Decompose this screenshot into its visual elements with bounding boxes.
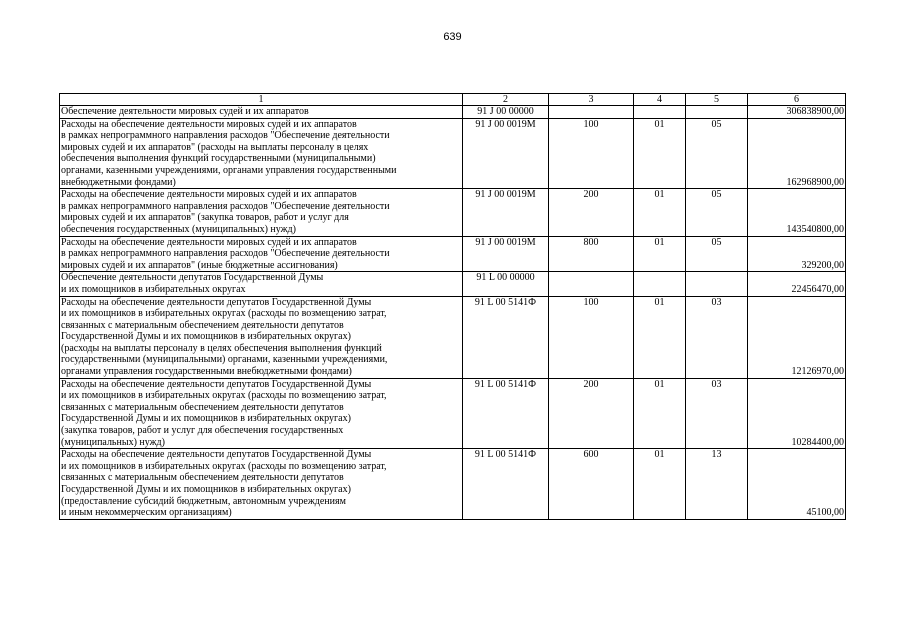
expense-description — [60, 296, 463, 378]
section-code: 01 — [634, 378, 686, 449]
expense-type-code: 100 — [549, 118, 634, 189]
expense-description — [60, 378, 463, 449]
description-line: мировых судей и их аппаратов" (иные бюджетные ассигнования) — [61, 259, 338, 271]
description-line: Обеспечение деятельности мировых судей и их аппаратов — [61, 106, 309, 117]
subsection-code: 05 — [686, 236, 748, 272]
description-line: и иным некоммерческим организациям) — [61, 507, 232, 519]
amount-value: 45100,00 — [748, 449, 846, 520]
target-article-code: 91 L 00 5141Ф — [463, 449, 549, 520]
description-line: мировых судей и их аппаратов" (расходы на выплаты персоналу в целях — [61, 141, 369, 153]
amount-value: 22456470,00 — [748, 272, 846, 296]
expense-description — [60, 272, 463, 296]
expense-type-code — [549, 106, 634, 119]
description-line: Расходы на обеспечение деятельности мировых судей и их аппаратов — [61, 189, 357, 201]
expense-description — [60, 189, 463, 236]
description-line: в рамках непрограммного направления расходов "Обеспечение деятельности — [61, 248, 390, 260]
description-line: органами управления государственными внебюджетными фондами) — [61, 366, 352, 378]
target-article-code: 91 L 00 5141Ф — [463, 378, 549, 449]
column-header: 3 — [549, 94, 634, 106]
expense-description — [60, 449, 463, 520]
table-row — [60, 106, 846, 119]
description-line: Расходы на обеспечение деятельности депутатов Государственной Думы — [61, 449, 372, 461]
description-line: Государственной Думы и их помощников в избирательных округах) — [61, 413, 351, 425]
subsection-code: 03 — [686, 296, 748, 378]
table-row — [60, 449, 846, 520]
section-code — [634, 272, 686, 296]
expense-type-code: 800 — [549, 236, 634, 272]
column-header: 2 — [463, 94, 549, 106]
description-line: мировых судей и их аппаратов" (закупка товаров, работ и услуг для — [61, 212, 349, 224]
amount-value: 329200,00 — [748, 236, 846, 272]
target-article-code: 91 L 00 00000 — [463, 272, 549, 296]
column-header: 1 — [60, 94, 463, 106]
subsection-code: 03 — [686, 378, 748, 449]
table-row — [60, 272, 846, 296]
expense-type-code: 200 — [549, 378, 634, 449]
description-line: Обеспечение деятельности депутатов Государственной Думы — [61, 272, 324, 284]
amount-value: 162968900,00 — [748, 118, 846, 189]
description-line: в рамках непрограммного направления расходов "Обеспечение деятельности — [61, 130, 390, 142]
target-article-code: 91 J 00 0019M — [463, 189, 549, 236]
description-line: связанных с материальным обеспечением деятельности депутатов — [61, 472, 344, 484]
description-line: и их помощников в избирательных округах (расходы по возмещению затрат, — [61, 460, 387, 472]
description-line: (предоставление субсидий бюджетным, автономным учреждениям — [61, 495, 346, 507]
expense-description — [60, 236, 463, 272]
description-line: связанных с материальным обеспечением деятельности депутатов — [61, 401, 344, 413]
expense-type-code: 600 — [549, 449, 634, 520]
description-line: Расходы на обеспечение деятельности мировых судей и их аппаратов — [61, 236, 357, 248]
target-article-code: 91 J 00 0019M — [463, 236, 549, 272]
subsection-code: 05 — [686, 189, 748, 236]
section-code: 01 — [634, 236, 686, 272]
budget-table — [59, 93, 846, 520]
page-number: 639 — [443, 31, 462, 43]
section-code: 01 — [634, 296, 686, 378]
subsection-code: 13 — [686, 449, 748, 520]
description-line: государственными (муниципальными) органами, казенными учреждениями, — [61, 354, 388, 366]
description-line: Государственной Думы и их помощников в избирательных округах) — [61, 331, 351, 343]
section-code: 01 — [634, 118, 686, 189]
table-row — [60, 118, 846, 189]
target-article-code: 91 J 00 00000 — [463, 106, 549, 119]
description-line: органами, казенными учреждениями, органами управления государственными — [61, 164, 397, 176]
table-row — [60, 189, 846, 236]
description-line: в рамках непрограммного направления расходов "Обеспечение деятельности — [61, 200, 390, 212]
table-row — [60, 236, 846, 272]
column-header: 6 — [748, 94, 846, 106]
description-line: Расходы на обеспечение деятельности депутатов Государственной Думы — [61, 378, 372, 390]
amount-value: 143540800,00 — [748, 189, 846, 236]
description-line: (расходы на выплаты персоналу в целях обеспечения выполнения функций — [61, 342, 382, 354]
description-line: Государственной Думы и их помощников в избирательных округах) — [61, 484, 351, 495]
table-row — [60, 378, 846, 449]
description-line: (закупка товаров, работ и услуг для обеспечения государственных — [61, 425, 344, 437]
expense-type-code — [549, 272, 634, 296]
description-line: обеспечения выполнения функций государственными (муниципальными) — [61, 153, 376, 165]
description-line: обеспечения государственных (муниципальных) нужд) — [61, 223, 296, 235]
description-line: внебюджетными фондами) — [61, 176, 176, 188]
expense-description — [60, 106, 463, 119]
target-article-code: 91 L 00 5141Ф — [463, 296, 549, 378]
subsection-code: 05 — [686, 118, 748, 189]
description-line: Расходы на обеспечение деятельности депутатов Государственной Думы — [61, 296, 372, 308]
description-line: и их помощников в избирательных округах — [61, 283, 246, 295]
description-line: и их помощников в избирательных округах (расходы по возмещению затрат, — [61, 390, 387, 402]
description-line: связанных с материальным обеспечением деятельности депутатов — [61, 319, 344, 331]
section-code: 01 — [634, 189, 686, 236]
section-code — [634, 106, 686, 119]
table-row — [60, 296, 846, 378]
expense-description — [60, 118, 463, 189]
subsection-code — [686, 272, 748, 296]
expense-type-code: 100 — [549, 296, 634, 378]
expense-type-code: 200 — [549, 189, 634, 236]
amount-value: 306838900,00 — [748, 106, 846, 119]
target-article-code: 91 J 00 0019M — [463, 118, 549, 189]
column-header: 4 — [634, 94, 686, 106]
description-line: и их помощников в избирательных округах (расходы по возмещению затрат, — [61, 308, 387, 320]
section-code: 01 — [634, 449, 686, 520]
column-number-row — [60, 94, 846, 106]
amount-value: 10284400,00 — [748, 378, 846, 449]
description-line: Расходы на обеспечение деятельности мировых судей и их аппаратов — [61, 118, 357, 130]
subsection-code — [686, 106, 748, 119]
description-line: (муниципальных) нужд) — [61, 436, 165, 448]
amount-value: 12126970,00 — [748, 296, 846, 378]
column-header: 5 — [686, 94, 748, 106]
